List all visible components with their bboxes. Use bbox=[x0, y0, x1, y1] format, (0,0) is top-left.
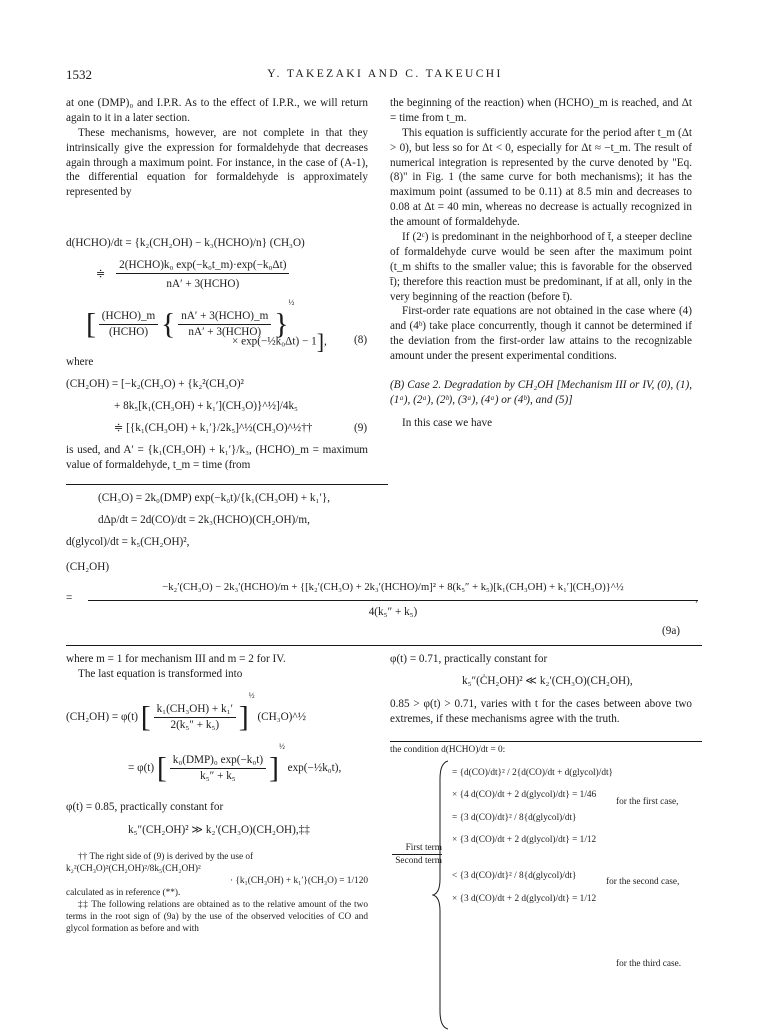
numerator: nA′ + 3(HCHO)_m bbox=[178, 309, 271, 325]
phi-085: φ(t) = 0.85, practically constant for bbox=[66, 801, 224, 813]
exp-term: × exp(−½k₀Δt) − 1 bbox=[232, 335, 317, 348]
relation-expr: × {4 d(CO)/dt + 2 d(glycol)/dt} = 1/46 bbox=[452, 790, 597, 801]
paragraph: 0.85 > φ(t) > 0.71, varies with t for the cases between above two extremes, if these mechanisms agree with the truth. bbox=[390, 698, 692, 725]
denominator: k₅″ + k₅ bbox=[200, 769, 236, 782]
left-column-top bbox=[66, 96, 368, 200]
denominator: nA′ + 3(HCHO) bbox=[188, 325, 262, 338]
term-labels bbox=[392, 842, 442, 867]
relation-expr: × {3 d(CO)/dt + 2 d(glycol)/dt} = 1/12 bbox=[452, 893, 597, 904]
exponent: ½ bbox=[278, 742, 285, 751]
relation-2b bbox=[452, 829, 613, 851]
equation-9-line1: (CH₂OH) = [−k₂(CH₃O) + {k₂²(CH₃O)² bbox=[66, 378, 244, 390]
denominator: 2(k₅″ + k₅) bbox=[170, 718, 220, 731]
footnote: ‡‡ The following relations are obtained as to the relative amount of the two terms in the root sign of (9a) by the use of the observed velocities of CO and glycol formation as before and with bbox=[66, 900, 368, 935]
paragraph: the beginning of the reaction) when (HCHO)_m is reached, and Δt = time from t_m. bbox=[390, 97, 692, 124]
equation-8-fraction bbox=[96, 258, 289, 292]
fraction bbox=[154, 702, 236, 733]
phi-071: φ(t) = 0.71, practically constant for bbox=[390, 653, 548, 665]
brace-icon bbox=[432, 759, 450, 1031]
first-term-label: First term bbox=[405, 843, 442, 853]
relation-1b bbox=[452, 784, 613, 806]
equation-phi-2: = φ(t) [ $\frac{\text{k₀(DMP)₀ exp(−k₀t)}}{\text{k₅″ + k₅}}$ ]$^{\frac{1}{2}}$ exp(−½k₀t), bbox=[128, 742, 342, 785]
paragraph: is used, and A′ = {k₁(CH₃OH) + k₁′}/k₃, (HCHO)_m = maximum value of formaldehyde, t_m = time (from bbox=[66, 444, 368, 471]
second-term-label: Second term bbox=[395, 856, 442, 867]
footnote-condition: the condition d(HCHO)/dt = 0: bbox=[390, 745, 506, 755]
page-number: 1532 bbox=[66, 67, 92, 82]
paragraph: In this case we have bbox=[402, 416, 493, 429]
numerator: −k₂′(CH₃O) − 2k₃′(HCHO)/m + {[k₂′(CH₃O) + 2k₃′(HCHO)/m]² + 8(k₅″ + k₅)[k₁(CH₃OH) + k₁′](CH₃O)}^½ bbox=[162, 582, 624, 593]
page-header bbox=[66, 66, 704, 84]
case-label: for the second case, bbox=[606, 877, 680, 887]
fraction bbox=[99, 309, 158, 340]
equation-8-bracket: [ $\frac{\text{(HCHO)\_m}}{\text{(HCHO)}}$ { $\frac{\text{nA′ + 3(HCHO)\_m}}{\text{nA′ + 3(HCHO)}}$ }$^{\frac{1}{2}}$ bbox=[86, 298, 295, 341]
divider bbox=[66, 484, 388, 485]
case-label: for the first case, bbox=[616, 797, 679, 807]
right-column-bottom bbox=[390, 697, 692, 727]
numerator: k₀(DMP)₀ exp(−k₀t) bbox=[170, 753, 266, 769]
equation-9-line2: + 8k₅[k₁(CH₃OH) + k₁′](CH₃O)}^½]/4k₅ bbox=[114, 400, 298, 412]
relation-1a: = {d(CO)/dt}² / 2{d(CO)/dt + d(glycol)/dt} bbox=[452, 768, 614, 778]
paragraph: These mechanisms, however, are not complete in that they intrinsically give the expression for formaldehyde that decreases again through a maximum point. For instance, in the case of (A-1), the differential equation for formaldehyde is approximately represented by bbox=[66, 126, 368, 199]
paragraph: where m = 1 for mechanism III and m = 2 for IV. bbox=[66, 653, 286, 665]
section-heading: (B) Case 2. Degradation by CH₂OH [Mechanism III or IV, (0), (1), (1ᵃ), (2ᵃ), (2ᵇ), (3ᵃ), (4ᵃ) or (4ᵇ), and (5)] bbox=[390, 379, 692, 406]
equation-label: (9a) bbox=[662, 625, 681, 637]
relation-2a: = {3 d(CO)/dt}² / 8{d(glycol)/dt} bbox=[452, 812, 577, 823]
denominator: 4(k₅″ + k₅) bbox=[368, 606, 418, 618]
case-label: for the third case. bbox=[616, 959, 682, 969]
approx-sign: ≑ bbox=[96, 268, 106, 281]
eq-ch2oh-lhs: (CH₂OH) bbox=[66, 561, 110, 573]
numerator: k₁(CH₃OH) + k₁′ bbox=[154, 702, 236, 718]
condition-2: k₅″(ĊH₂OH)² ≪ k₂′(CH₃O)(CH₂OH), bbox=[462, 675, 633, 687]
comma: , bbox=[695, 592, 698, 604]
denominator: (HCHO) bbox=[108, 325, 149, 338]
equation-9-line3: ≑ [{k₁(CH₃OH) + k₁′}/2k₅]^½(CH₃O)^½†† bbox=[114, 422, 313, 434]
condition-1: k₅″(CH₂OH)² ≫ k₂′(CH₃O)(CH₂OH),‡‡ bbox=[128, 824, 310, 836]
where-text: where bbox=[66, 356, 94, 368]
exponent: ½ bbox=[248, 691, 255, 700]
eq-glycol: d(glycol)/dt = k₅(CH₂OH)², bbox=[66, 536, 190, 548]
equation-label: (8) bbox=[354, 334, 368, 346]
equals-sign: = bbox=[66, 592, 73, 604]
tail: exp(−½k₀t), bbox=[287, 761, 342, 774]
numerator: 2(HCHO)k₀ exp(−k₀t_m)·exp(−k₀Δt) bbox=[116, 258, 289, 274]
relation-3b bbox=[452, 888, 613, 910]
eq-ch3o: (CH₃O) = 2k₀(DMP) exp(−k₀t)/{k₁(CH₃OH) + k₁′}, bbox=[98, 492, 331, 504]
lhs: (CH₂OH) = φ(t) bbox=[66, 710, 138, 723]
lhs: = φ(t) bbox=[128, 761, 155, 774]
paragraph: If (2ᶜ) is predominant in the neighborhood of t̄, a steeper decline of formaldehyde curve would be seen after the maximum point (t_m shifts to the smaller value; this is favorable for the observed t̄); therefore this reaction must be predominant, if at all, only in the very beginning of the reaction (before t̄). bbox=[390, 231, 692, 303]
equation-8-tail: × exp(−½k₀Δt) − 1], bbox=[232, 329, 327, 354]
equation-phi-1: (CH₂OH) = φ(t) [ $\frac{\text{k₁(CH₃OH) + k₁′}}{\text{2(k₅″ + k₅)}}$ ]$^{\frac{1}{2}}$ (CH₃O)^½ bbox=[66, 691, 307, 734]
left-column-bottom bbox=[66, 652, 368, 682]
paragraph: at one (DMP)₀ and I.P.R. As to the effect of I.P.R., we will return again to it in a later section. bbox=[66, 97, 368, 124]
fraction bbox=[116, 258, 289, 292]
paragraph: The last equation is transformed into bbox=[78, 667, 243, 680]
left-column-p3 bbox=[66, 443, 368, 473]
right-column-top bbox=[390, 96, 692, 431]
fraction-bar bbox=[88, 600, 698, 601]
tail: (CH₃O)^½ bbox=[257, 710, 307, 723]
paragraph: First-order rate equations are not obtained in the case where (4) and (4ᵇ) take place concurrently, though it cannot be determined if the deviation from the first-order law attains to the recognizable amount under the present experimental conditions. bbox=[390, 305, 692, 363]
footnote-formula: · {k₁(CH₃OH) + k₁′}(CH₃O) = 1/120 bbox=[230, 876, 368, 887]
equation-label: (9) bbox=[354, 422, 368, 434]
footnote: calculated as in reference (**). bbox=[66, 888, 181, 899]
fraction bbox=[170, 753, 266, 784]
equation-8-line1: d(HCHO)/dt = {k₂(CH₂OH) − k₃(HCHO)/n} (CH₃O) bbox=[66, 237, 305, 249]
divider bbox=[390, 741, 702, 742]
footnotes-left bbox=[66, 851, 368, 936]
divider bbox=[66, 645, 702, 646]
exponent: ½ bbox=[288, 298, 295, 307]
running-title: Y. TAKEZAKI AND C. TAKEUCHI bbox=[267, 68, 503, 80]
brace-left bbox=[432, 759, 450, 1031]
numerator: (HCHO)_m bbox=[99, 309, 158, 325]
paragraph: This equation is sufficiently accurate for the period after t_m (Δt > 0), but less so for Δt < 0, especially for Δt ≈ −t_m. The result of numerical integration is represented by the curve denoted by "Eq. (8)" in Fig. 1 (the same curve for both mechanisms); it has the maximum point (assumed to be 0.11) at 8.5 min and decreases to 0.08 at Δt = 40 min, whereas no decrease is actually recognized in the amount of formaldehyde. bbox=[390, 126, 692, 229]
footnote: †† The right side of (9) is derived by the use of bbox=[78, 852, 254, 862]
ratio-relations bbox=[452, 762, 613, 910]
footnote-formula: k₂²(CH₃O)²(CH₂OH)²/8k₅(CH₂OH)² bbox=[66, 864, 201, 875]
relation-3a: < {3 d(CO)/dt}² / 8{d(glycol)/dt} bbox=[452, 871, 577, 882]
relation-expr: × {3 d(CO)/dt + 2 d(glycol)/dt} = 1/12 bbox=[452, 834, 597, 845]
eq-dp: dΔp/dt = 2d(CO)/dt = 2k₃(HCHO)(CH₂OH)/m, bbox=[98, 514, 310, 526]
denominator: nA′ + 3(HCHO) bbox=[166, 277, 240, 290]
